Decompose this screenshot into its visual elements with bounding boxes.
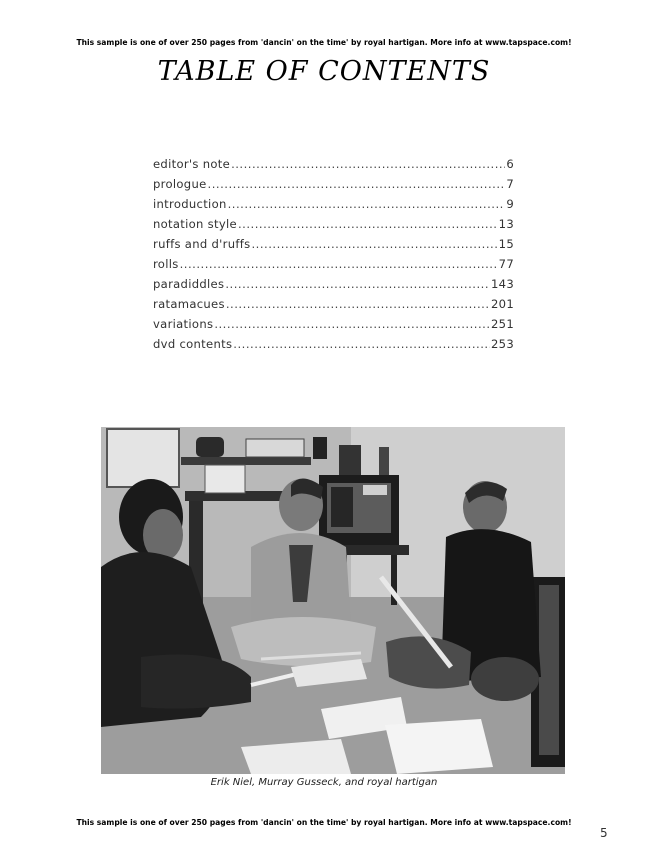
toc-entry (153, 177, 514, 197)
top-banner: This sample is one of over 250 pages from 'dancin' on the time' by royal hartigan. More info at www.tapspace.com! (76, 38, 572, 47)
toc-entry-label: paradiddles (153, 277, 225, 291)
toc-entry (153, 157, 514, 177)
toc-leader-dots (214, 317, 490, 331)
toc-entry (153, 197, 514, 217)
toc-entry-page: 251 (490, 317, 514, 331)
toc-leader-dots (238, 217, 498, 231)
toc-entry-label: editor's note (153, 157, 231, 171)
toc-leader-dots (208, 177, 506, 191)
page-number: 5 (600, 826, 608, 840)
page-title: TABLE OF CONTENTS (157, 56, 491, 87)
toc-entry-label: variations (153, 317, 214, 331)
toc-entry (153, 297, 514, 317)
toc-entry (153, 257, 514, 277)
photo-caption: Erik Niel, Murray Gusseck, and royal hartigan (210, 777, 438, 788)
toc-entry-page: 7 (506, 177, 514, 191)
toc-entry-page: 9 (506, 197, 514, 211)
toc-entry-page: 77 (498, 257, 514, 271)
toc-leader-dots (231, 157, 505, 171)
toc-entry-page: 15 (498, 237, 514, 251)
toc-entry-page: 201 (490, 297, 514, 311)
toc-entry-page: 253 (490, 337, 514, 351)
toc-entry (153, 237, 514, 257)
photo-illustration (101, 427, 565, 774)
bottom-banner: This sample is one of over 250 pages from 'dancin' on the time' by royal hartigan. More info at www.tapspace.com! (76, 818, 572, 827)
toc-entry-label: ratamacues (153, 297, 225, 311)
toc-leader-dots (225, 277, 490, 291)
toc-leader-dots (251, 237, 497, 251)
toc-entry-label: introduction (153, 197, 227, 211)
toc-leader-dots (226, 297, 490, 311)
toc-leader-dots (233, 337, 490, 351)
toc-entry (153, 317, 514, 337)
toc-entry-page: 143 (490, 277, 514, 291)
table-of-contents (153, 157, 514, 357)
toc-entry-label: rolls (153, 257, 179, 271)
toc-entry (153, 217, 514, 237)
toc-entry-page: 13 (498, 217, 514, 231)
toc-entry-label: notation style (153, 217, 237, 231)
toc-leader-dots (228, 197, 506, 211)
group-photo (101, 427, 565, 774)
toc-entry-page: 6 (506, 157, 514, 171)
toc-entry-label: ruffs and d'ruffs (153, 237, 251, 251)
toc-leader-dots (180, 257, 498, 271)
toc-entry (153, 277, 514, 297)
toc-entry (153, 337, 514, 357)
toc-entry-label: dvd contents (153, 337, 233, 351)
toc-entry-label: prologue (153, 177, 207, 191)
